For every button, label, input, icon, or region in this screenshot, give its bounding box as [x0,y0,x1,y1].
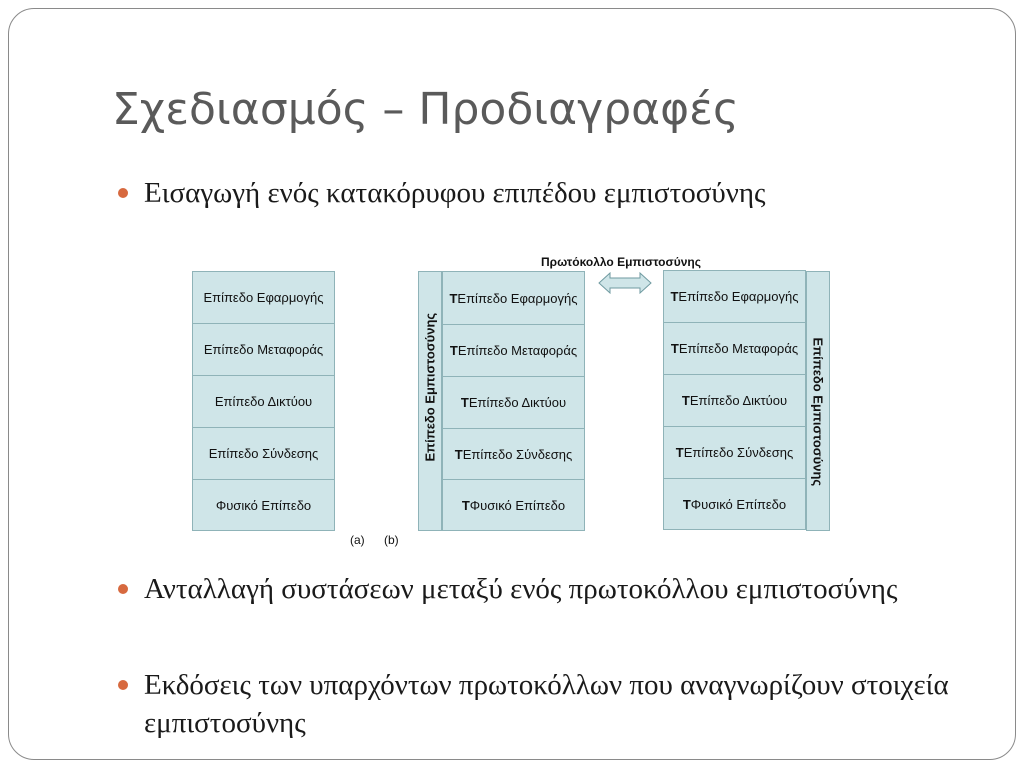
trust-prefix: T [670,341,679,356]
layer-b-left-application [442,271,585,325]
trust-prefix: T [670,289,679,304]
layer-label: Επίπεδο Εφαρμογής [457,290,578,306]
label-a: (a) [350,533,365,547]
layer-label: Φυσικό Επίπεδο [215,497,312,513]
layer-b-right-network [663,374,806,427]
layer-b-right-physical [663,478,806,530]
layer-label: Επίπεδο Δικτύου [689,393,788,408]
trust-prefix: T [681,393,690,408]
layer-label: Επίπεδο Μεταφοράς [203,342,324,357]
label-b: (b) [384,533,399,547]
trust-layer-label-right: Επίπεδο Εμπιστοσύνης [810,337,826,487]
bullet-item-3 [118,666,978,742]
layer-b-left-transport [442,324,585,377]
layer-label: Επίπεδο Σύνδεσης [683,445,794,460]
layer-a-transport [192,323,335,376]
layer-b-right-link [663,426,806,479]
layer-label: Επίπεδο Εφαρμογής [678,289,799,304]
double-arrow-icon [598,272,652,294]
layer-label: Επίπεδο Σύνδεσης [462,446,573,462]
layer-b-left-link [442,428,585,480]
bullet-dot-icon [118,188,128,198]
layer-label: Φυσικό Επίπεδο [690,496,787,512]
trust-layer-label-left: Επίπεδο Εμπιστοσύνης [422,312,438,462]
layer-b-left-network [442,376,585,429]
protocol-label: Πρωτόκολλο Εμπιστοσύνης [541,255,701,269]
trust-prefix: T [675,445,684,460]
bullet-text: Εκδόσεις των υπαρχόντων πρωτοκόλλων που αναγνωρίζουν στοιχεία εμπιστοσύνης [144,669,949,739]
layer-a-application [192,271,335,324]
layer-label: Επίπεδο Δικτύου [214,394,313,409]
bullet-text: Ανταλλαγή συστάσεων μεταξύ ενός πρωτοκόλλου εμπιστοσύνης [144,573,898,605]
bullet-dot-icon [118,680,128,690]
bullet-item-1 [118,174,978,212]
layer-b-left-physical [442,479,585,531]
layer-label: Επίπεδο Μεταφοράς [457,343,578,358]
trust-prefix: T [449,290,458,306]
layer-a-link [192,427,335,480]
layer-label: Επίπεδο Εφαρμογής [203,290,324,305]
layer-b-right-application [663,270,806,323]
layer-a-physical [192,479,335,531]
layer-label: Επίπεδο Δικτύου [468,395,567,410]
trust-prefix: T [454,446,463,462]
layer-label: Επίπεδο Σύνδεσης [208,446,319,461]
trust-prefix: T [449,343,458,358]
bullet-item-2 [118,570,978,608]
trust-prefix: T [461,497,470,513]
trust-prefix: T [682,496,691,512]
slide-title: Σχεδιασμός – Προδιαγραφές [112,84,739,135]
layer-a-network [192,375,335,428]
layer-b-right-transport [663,322,806,375]
bullet-dot-icon [118,584,128,594]
layer-label: Φυσικό Επίπεδο [469,497,566,513]
layer-label: Επίπεδο Μεταφοράς [678,341,799,356]
bullet-text: Εισαγωγή ενός κατακόρυφου επιπέδου εμπιστοσύνης [144,177,766,209]
trust-prefix: T [460,395,469,410]
